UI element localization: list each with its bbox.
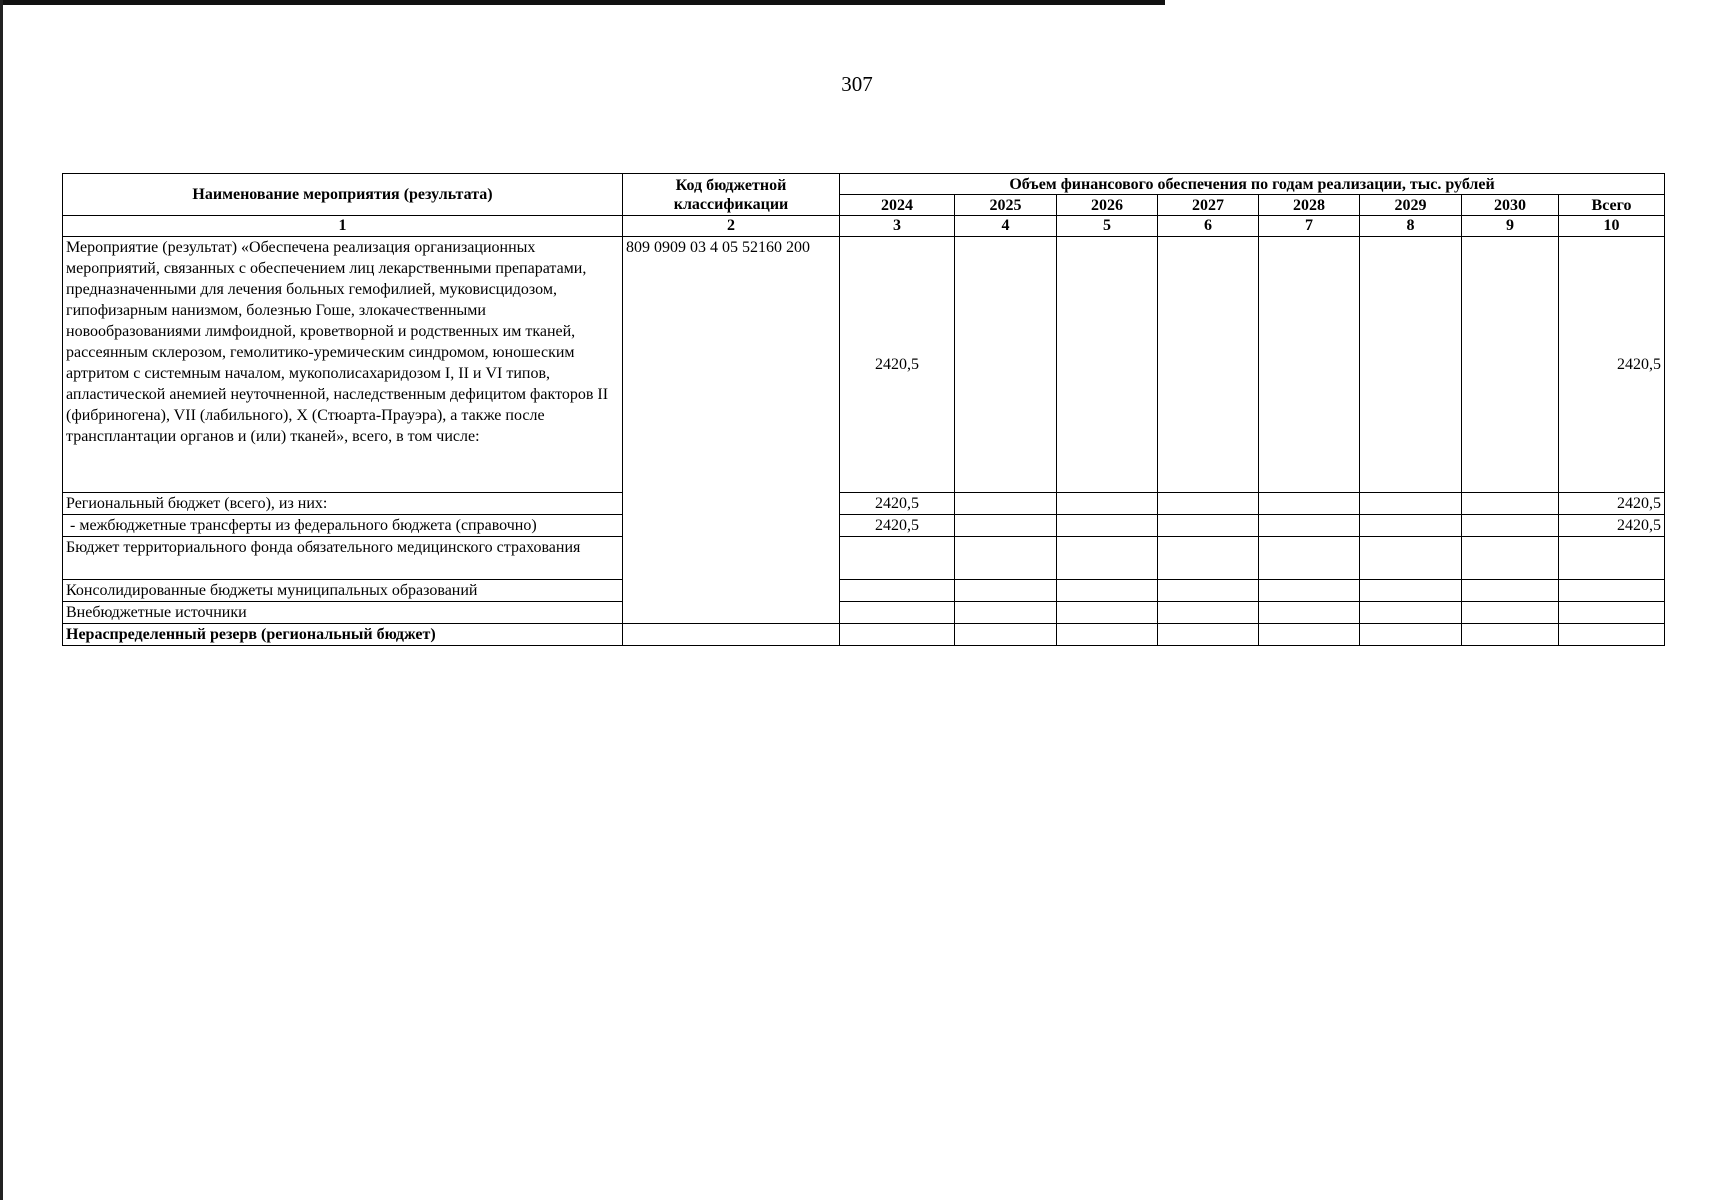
row-name: Внебюджетные источники <box>63 602 623 624</box>
row-name: - межбюджетные трансферты из федерального бюджета (справочно) <box>63 515 623 537</box>
cell-2027 <box>1158 515 1259 537</box>
cell-2026 <box>1057 624 1158 646</box>
header-year-2025: 2025 <box>955 195 1057 216</box>
cell-2026 <box>1057 515 1158 537</box>
budget-code: 809 0909 03 4 05 52160 200 <box>623 237 840 624</box>
cell-2029 <box>1360 537 1462 580</box>
header-year-2027: 2027 <box>1158 195 1259 216</box>
cell-2029 <box>1360 602 1462 624</box>
cell-2025 <box>955 493 1057 515</box>
cell-2024: 2420,5 <box>840 493 955 515</box>
header-name: Наименование мероприятия (результата) <box>63 174 623 216</box>
page-number: 307 <box>841 72 873 96</box>
cell-2027 <box>1158 537 1259 580</box>
cell-total: 2420,5 <box>1559 237 1665 493</box>
header-year-2026: 2026 <box>1057 195 1158 216</box>
row-name: Региональный бюджет (всего), из них: <box>63 493 623 515</box>
cell-2029 <box>1360 515 1462 537</box>
cell-2026 <box>1057 493 1158 515</box>
header-row-1 <box>63 174 1665 195</box>
column-number: 9 <box>1462 216 1559 237</box>
row-name: Консолидированные бюджеты муниципальных образований <box>63 580 623 602</box>
cell-total <box>1559 624 1665 646</box>
cell-2030 <box>1462 580 1559 602</box>
cell-2024: 2420,5 <box>840 237 955 493</box>
cell-2027 <box>1158 580 1259 602</box>
column-number: 5 <box>1057 216 1158 237</box>
column-numbers-row <box>63 216 1665 237</box>
cell-2027 <box>1158 237 1259 493</box>
header-year-2024: 2024 <box>840 195 955 216</box>
cell-2026 <box>1057 580 1158 602</box>
cell-2030 <box>1462 237 1559 493</box>
cell-total <box>1559 537 1665 580</box>
table-row <box>63 602 1665 624</box>
cell-2025 <box>955 237 1057 493</box>
cell-total: 2420,5 <box>1559 515 1665 537</box>
cell-code-empty <box>623 624 840 646</box>
header-year-2029: 2029 <box>1360 195 1462 216</box>
header-volume: Объем финансового обеспечения по годам реализации, тыс. рублей <box>840 174 1665 195</box>
cell-2029 <box>1360 237 1462 493</box>
table-row <box>63 493 1665 515</box>
cell-total <box>1559 580 1665 602</box>
cell-2025 <box>955 580 1057 602</box>
header-year-2030: 2030 <box>1462 195 1559 216</box>
cell-2026 <box>1057 237 1158 493</box>
cell-2028 <box>1259 537 1360 580</box>
scan-top-rule <box>0 0 1165 5</box>
column-number: 6 <box>1158 216 1259 237</box>
cell-2028 <box>1259 237 1360 493</box>
table-row <box>63 515 1665 537</box>
cell-2028 <box>1259 602 1360 624</box>
header-year-2028: 2028 <box>1259 195 1360 216</box>
cell-2025 <box>955 515 1057 537</box>
cell-2030 <box>1462 602 1559 624</box>
cell-2030 <box>1462 515 1559 537</box>
cell-2027 <box>1158 624 1259 646</box>
row-name: Мероприятие (результат) «Обеспечена реализация организационных мероприятий, связанных с обеспечением лиц лекарственными препаратами, предназначенными для лечения больных гемофилией, муковисцидозом, гипофизарным нанизмом, болезнью Гоше, злокачественными новообразованиями лимфоидной, кроветворной и родственных им тканей, рассеянным склерозом, гемолитико-уремическим синдромом, юношеским артритом с системным началом, мукополисахаридозом I, II и VI типов, апластической анемией неуточненной, наследственным дефицитом факторов II (фибриногена), VII (лабильного), X (Стюарта-Прауэра), а также после трансплантации органов и (или) тканей», всего, в том числе: <box>63 237 623 493</box>
cell-2024 <box>840 537 955 580</box>
cell-2029 <box>1360 580 1462 602</box>
row-name: Бюджет территориального фонда обязательного медицинского страхования <box>63 537 623 580</box>
cell-2028 <box>1259 624 1360 646</box>
table-row <box>63 537 1665 580</box>
cell-2030 <box>1462 537 1559 580</box>
cell-2024 <box>840 580 955 602</box>
column-number: 4 <box>955 216 1057 237</box>
cell-total <box>1559 602 1665 624</box>
table-row <box>63 624 1665 646</box>
cell-total: 2420,5 <box>1559 493 1665 515</box>
cell-2027 <box>1158 493 1259 515</box>
header-code: Код бюджетной классификации <box>623 174 840 216</box>
cell-2028 <box>1259 580 1360 602</box>
cell-2024: 2420,5 <box>840 515 955 537</box>
cell-2028 <box>1259 493 1360 515</box>
scan-left-edge <box>0 0 3 1200</box>
cell-2026 <box>1057 602 1158 624</box>
cell-2024 <box>840 602 955 624</box>
row-name: Нераспределенный резерв (региональный бюджет) <box>63 624 623 646</box>
cell-2026 <box>1057 537 1158 580</box>
cell-2025 <box>955 624 1057 646</box>
cell-2024 <box>840 624 955 646</box>
table-row <box>63 237 1665 493</box>
cell-2028 <box>1259 515 1360 537</box>
column-number: 2 <box>623 216 840 237</box>
cell-2030 <box>1462 624 1559 646</box>
cell-2027 <box>1158 602 1259 624</box>
column-number: 10 <box>1559 216 1665 237</box>
column-number: 7 <box>1259 216 1360 237</box>
column-number: 3 <box>840 216 955 237</box>
cell-2029 <box>1360 624 1462 646</box>
header-total: Всего <box>1559 195 1665 216</box>
column-number: 8 <box>1360 216 1462 237</box>
cell-2025 <box>955 537 1057 580</box>
table-row <box>63 580 1665 602</box>
cell-2030 <box>1462 493 1559 515</box>
cell-2029 <box>1360 493 1462 515</box>
column-number: 1 <box>63 216 623 237</box>
financing-table <box>62 173 1665 646</box>
cell-2025 <box>955 602 1057 624</box>
